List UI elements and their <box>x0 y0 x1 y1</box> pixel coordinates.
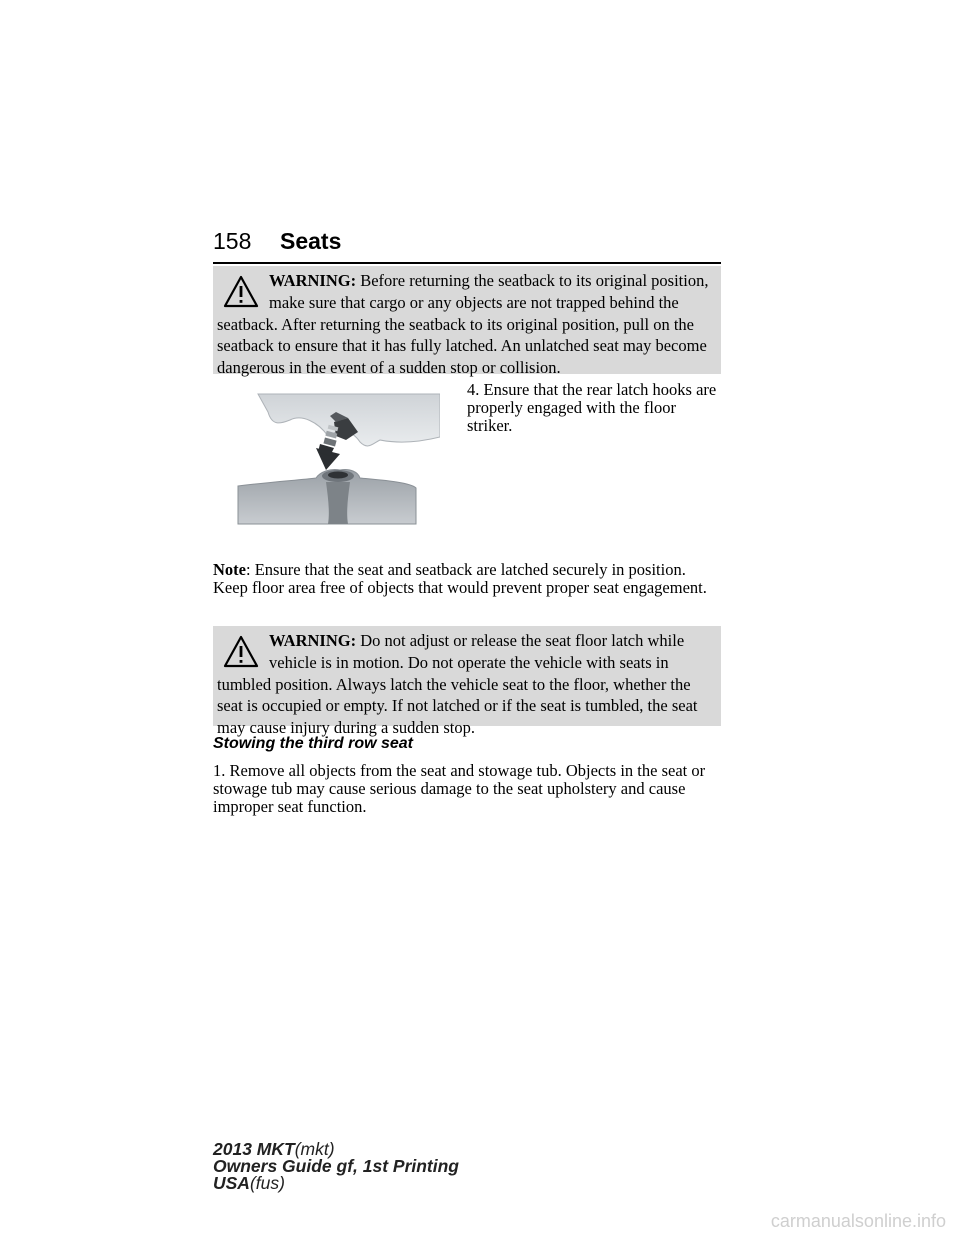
step-1-text: 1. Remove all objects from the seat and stowage tub. Objects in the seat or stowage tub may cause serious damage to the seat upholstery and cause improper seat function. <box>213 761 706 816</box>
note-label: Note <box>213 560 246 579</box>
page-header <box>213 228 721 264</box>
section-title: Seats <box>280 228 342 254</box>
footer-line-3: USA(fus) <box>213 1173 285 1193</box>
page-number: 158 <box>213 228 252 254</box>
step-4-text: 4. Ensure that the rear latch hooks are properly engaged with the floor striker. <box>467 380 717 435</box>
warning-triangle-icon <box>223 274 259 310</box>
warning-label: WARNING: <box>269 271 357 290</box>
latch-hook-illustration <box>230 382 440 527</box>
subheading: Stowing the third row seat <box>213 735 414 752</box>
warning-label: WARNING: <box>269 631 357 650</box>
footer-line-2: Owners Guide gf, 1st Printing <box>213 1156 459 1176</box>
warning-text: Before returning the seatback to its original position, make sure that cargo or any objects are not trapped behind the seatback. After returning the seatback to its original position, pull on the seatback to ensure that it has fully latched. An unlatched seat may become dangerous in the event of a sudden stop or collision. <box>217 271 709 378</box>
warning-triangle-icon <box>223 634 259 670</box>
footer-line-1: 2013 MKT(mkt) <box>213 1139 335 1159</box>
warning-box-seatback <box>213 266 721 378</box>
warning-text: Do not adjust or release the seat floor latch while vehicle is in motion. Do not operate the vehicle with seats in tumbled position. Always latch the vehicle seat to the floor, whether the seat is occupied or empty. If not latched or if the seat is tumbled, the seat may cause injury during a sudden stop. <box>217 631 698 738</box>
note-paragraph <box>213 561 723 597</box>
watermark: carmanualsonline.info <box>770 1211 946 1231</box>
page-footer <box>213 1141 459 1192</box>
note-text: : Ensure that the seat and seatback are latched securely in position. Keep floor area free of objects that would prevent proper seat engagement. <box>213 560 707 597</box>
warning-box-floor-latch <box>213 626 721 738</box>
